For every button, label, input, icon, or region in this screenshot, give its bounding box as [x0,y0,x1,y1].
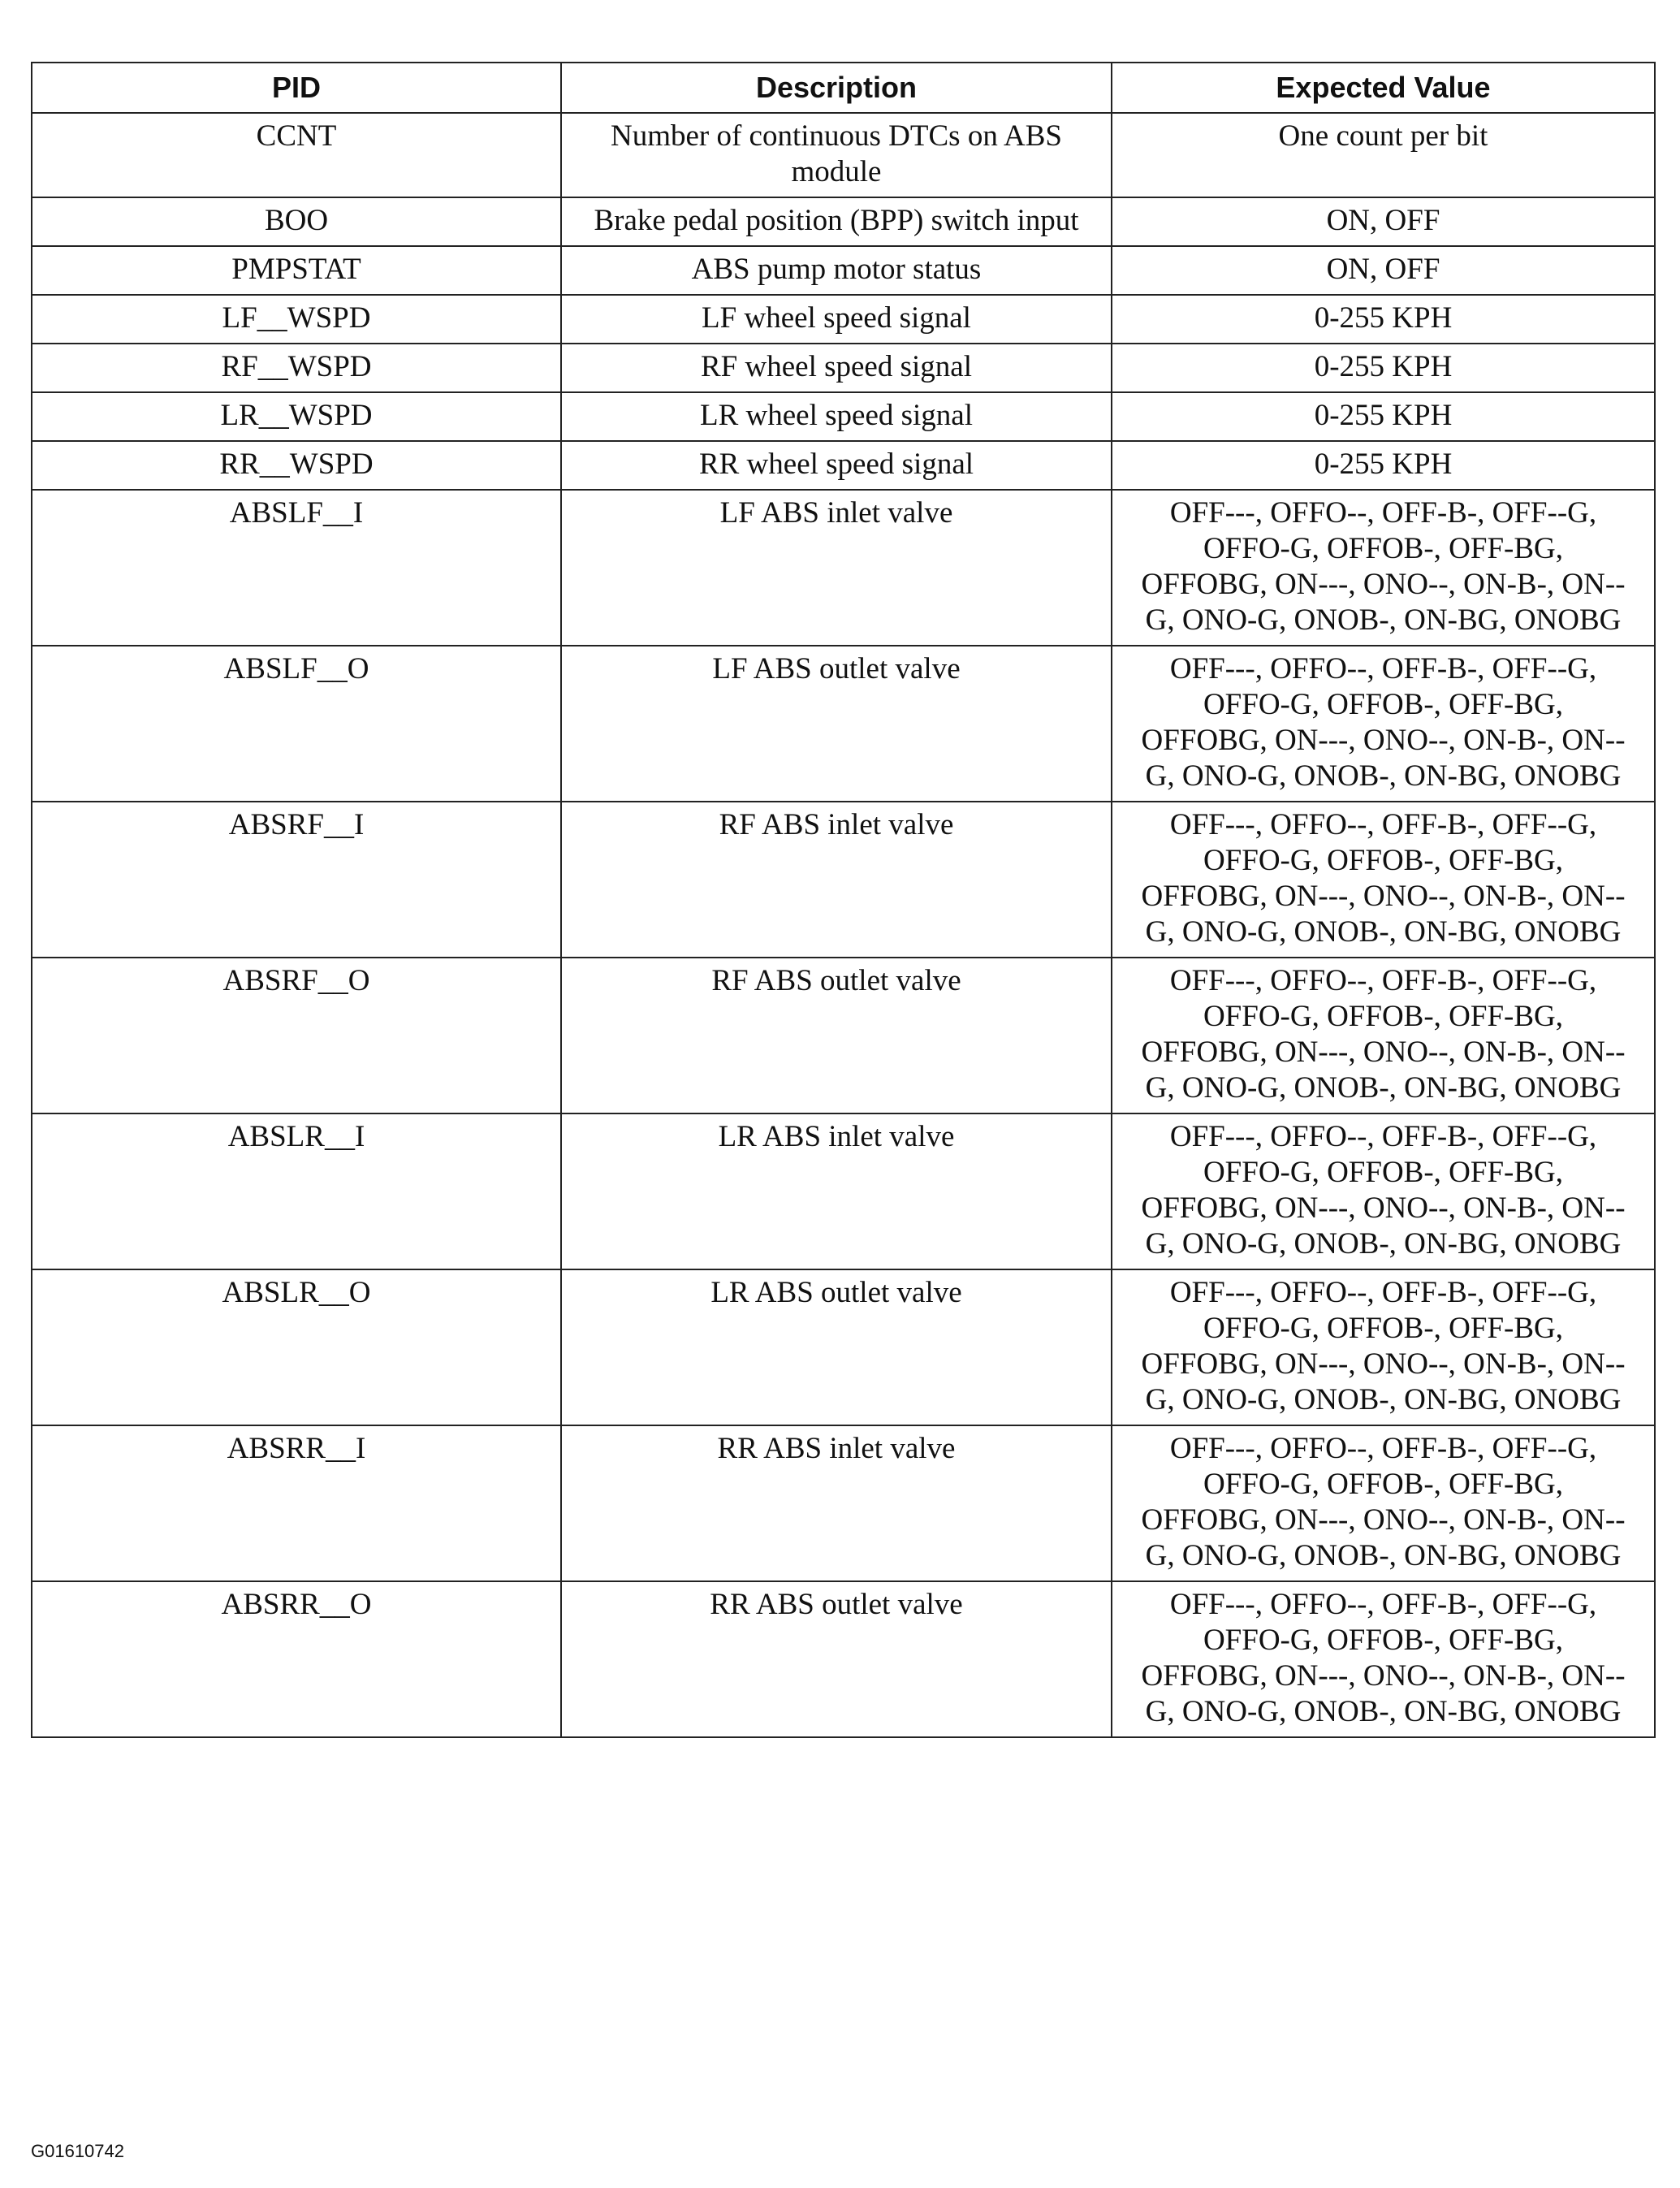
expected-value-cell: OFF---, OFFO--, OFF-B-, OFF--G, OFFO-G, OFFOB-, OFF-BG, OFFOBG, ON---, ONO--, ON-B-, ON--G, ONO-G, ONOB-, ON-BG, ONOBG [1112,958,1655,1113]
description-cell: Number of continuous DTCs on ABS module [561,113,1112,197]
table-row [32,490,1655,646]
pid-cell: ABSRF__I [32,802,561,958]
table-row [32,1425,1655,1581]
description-cell: Brake pedal position (BPP) switch input [561,197,1112,246]
pid-cell: ABSRR__O [32,1581,561,1737]
expected-value-cell: OFF---, OFFO--, OFF-B-, OFF--G, OFFO-G, OFFOB-, OFF-BG, OFFOBG, ON---, ONO--, ON-B-, ON--G, ONO-G, ONOB-, ON-BG, ONOBG [1112,1425,1655,1581]
description-cell: ABS pump motor status [561,246,1112,295]
pid-cell: PMPSTAT [32,246,561,295]
expected-value-cell: OFF---, OFFO--, OFF-B-, OFF--G, OFFO-G, OFFOB-, OFF-BG, OFFOBG, ON---, ONO--, ON-B-, ON--G, ONO-G, ONOB-, ON-BG, ONOBG [1112,1269,1655,1425]
pid-cell: RR__WSPD [32,441,561,490]
description-cell: LF ABS outlet valve [561,646,1112,802]
expected-value-cell: 0-255 KPH [1112,441,1655,490]
expected-value-cell: OFF---, OFFO--, OFF-B-, OFF--G, OFFO-G, OFFOB-, OFF-BG, OFFOBG, ON---, ONO--, ON-B-, ON--G, ONO-G, ONOB-, ON-BG, ONOBG [1112,646,1655,802]
pid-cell: RF__WSPD [32,344,561,392]
pid-cell: ABSLR__I [32,1113,561,1269]
pid-cell: ABSRR__I [32,1425,561,1581]
header-pid: PID [32,63,561,113]
pid-cell: ABSLR__O [32,1269,561,1425]
description-cell: RF wheel speed signal [561,344,1112,392]
expected-value-cell: 0-255 KPH [1112,392,1655,441]
expected-value-cell: OFF---, OFFO--, OFF-B-, OFF--G, OFFO-G, OFFOB-, OFF-BG, OFFOBG, ON---, ONO--, ON-B-, ON--G, ONO-G, ONOB-, ON-BG, ONOBG [1112,1113,1655,1269]
expected-value-cell: ON, OFF [1112,246,1655,295]
expected-value-cell: 0-255 KPH [1112,344,1655,392]
pid-cell: ABSLF__I [32,490,561,646]
table-row [32,802,1655,958]
description-cell: LR wheel speed signal [561,392,1112,441]
table-row [32,295,1655,344]
expected-value-cell: OFF---, OFFO--, OFF-B-, OFF--G, OFFO-G, OFFOB-, OFF-BG, OFFOBG, ON---, ONO--, ON-B-, ON--G, ONO-G, ONOB-, ON-BG, ONOBG [1112,802,1655,958]
description-cell: RF ABS inlet valve [561,802,1112,958]
pid-cell: BOO [32,197,561,246]
pid-cell: LF__WSPD [32,295,561,344]
table-row [32,392,1655,441]
pid-cell: ABSLF__O [32,646,561,802]
table-row [32,113,1655,197]
table-row [32,197,1655,246]
expected-value-cell: One count per bit [1112,113,1655,197]
table-row [32,246,1655,295]
description-cell: LF wheel speed signal [561,295,1112,344]
expected-value-cell: 0-255 KPH [1112,295,1655,344]
table-body [32,113,1655,1737]
table-row [32,958,1655,1113]
table-row [32,441,1655,490]
table-header-row [32,63,1655,113]
figure-id: G01610742 [31,2141,124,2161]
expected-value-cell: OFF---, OFFO--, OFF-B-, OFF--G, OFFO-G, OFFOB-, OFF-BG, OFFOBG, ON---, ONO--, ON-B-, ON--G, ONO-G, ONOB-, ON-BG, ONOBG [1112,1581,1655,1737]
expected-value-cell: ON, OFF [1112,197,1655,246]
pid-cell: CCNT [32,113,561,197]
description-cell: LR ABS inlet valve [561,1113,1112,1269]
description-cell: RR ABS outlet valve [561,1581,1112,1737]
description-cell: RF ABS outlet valve [561,958,1112,1113]
description-cell: LF ABS inlet valve [561,490,1112,646]
header-description: Description [561,63,1112,113]
pid-cell: LR__WSPD [32,392,561,441]
description-cell: RR ABS inlet valve [561,1425,1112,1581]
table-row [32,1113,1655,1269]
table-row [32,1269,1655,1425]
expected-value-cell: OFF---, OFFO--, OFF-B-, OFF--G, OFFO-G, OFFOB-, OFF-BG, OFFOBG, ON---, ONO--, ON-B-, ON--G, ONO-G, ONOB-, ON-BG, ONOBG [1112,490,1655,646]
table-row [32,344,1655,392]
description-cell: RR wheel speed signal [561,441,1112,490]
description-cell: LR ABS outlet valve [561,1269,1112,1425]
table-row [32,646,1655,802]
table-row [32,1581,1655,1737]
pid-cell: ABSRF__O [32,958,561,1113]
header-expected-value: Expected Value [1112,63,1655,113]
pid-table [31,62,1656,1738]
